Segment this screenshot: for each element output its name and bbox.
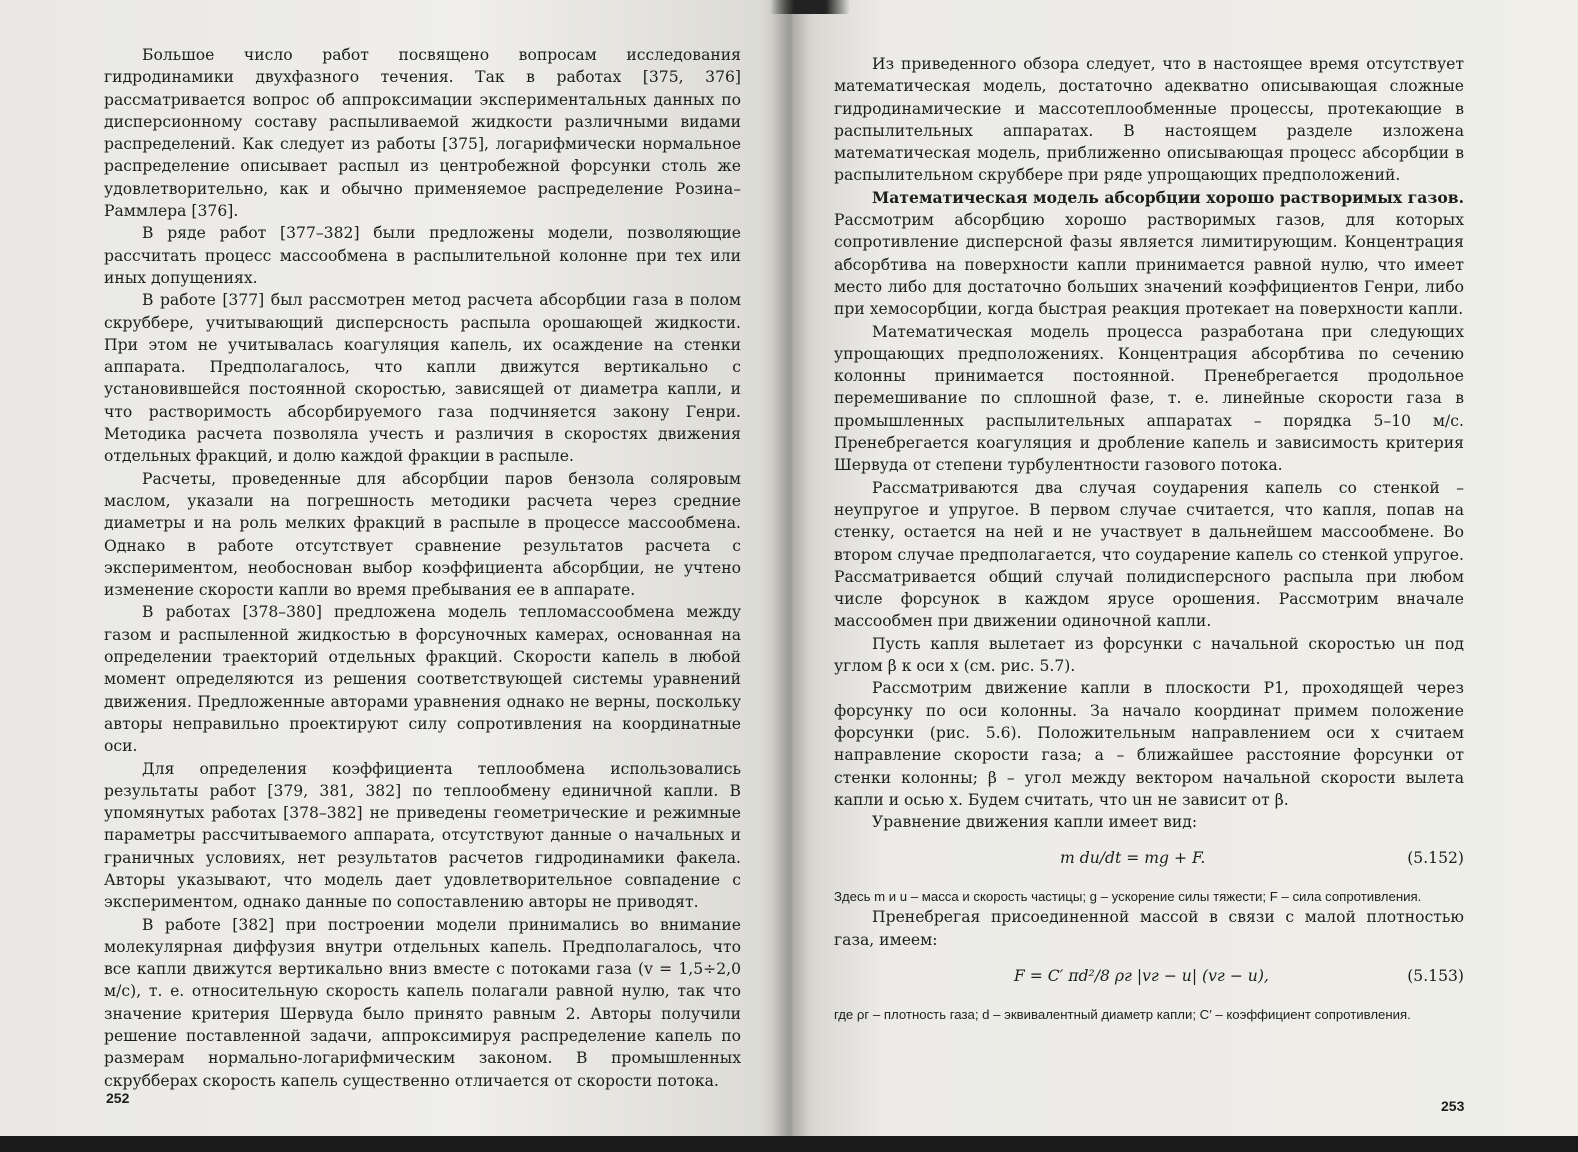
right-page [790,0,1578,1136]
paragraph: В работе [382] при построении модели принимались во внимание молекулярная диффузия внутри отдельных капель. Предполагалось, что все капли движутся вертикально вниз вместе с потоками газа (v = 1,5÷2,0 м/с), т. е. относительную скорость капель полагали равной нулю, так что значение критерия Шервуда было принято равным 2. Авторы получили решение поставленной задачи, аппроксимируя распределение капель по размерам нормально-логарифмическим законом. В промышленных скрубберах скорость капель существенно отличается от скорости потока. [104,915,741,1090]
paragraph-text: Рассмотрим абсорбцию хорошо растворимых газов, для которых сопротивление дисперсной фазы является лимитирующим. Концентрация абсорбтива на поверхности капли принимается равной нулю, что имеет место либо для достаточно больших значений коэффициентов Генри, либо при хемосорбции, когда быстрая реакция протекает на поверхности капли. [834,211,1464,319]
paragraph: Рассматриваются два случая соударения капель со стенкой – неупругое и упругое. В первом случае считается, что капля, попав на стенку, остается на ней и не участвует в дальнейшем массообмене. Во втором случае предполагается, что соударение капель со стенкой упругое. Рассматривается общий случай полидисперсного распыла при любом числе форсунок в каждом ярусе орошения. Рассмотрим вначале массообмен при движении одиночной капли. [834,478,1464,631]
equation-note: где ρг – плотность газа; d – эквивалентный диаметр капли; C′ – коэффициент сопротивления. [834,1006,1411,1022]
right-page-text [834,53,1464,1024]
left-page [0,0,790,1136]
paragraph: Из приведенного обзора следует, что в настоящее время отсутствует математическая модель, достаточно адекватно описывающая сложные гидродинамические и массотеплообменные процессы, протекающие в распылительных аппаратах. В настоящем разделе изложена математическая модель, приближенно описывающая процесс абсорбции в распылительном скруббере при ряде упрощающих предположений. [834,55,1464,185]
equation-note: Здесь m и u – масса и скорость частицы; g – ускорение силы тяжести; F – сила сопротивления. [834,889,1422,905]
equation-formula: F = C′ πd²/8 ρг |vг − u| (vг − u), [1014,966,1269,985]
equation-5-153 [834,955,1464,1001]
scan-edge-shadow [770,0,850,14]
paragraph [834,187,1464,321]
paragraph: Большое число работ посвящено вопросам исследования гидродинамики двухфазного течения. Так в работах [375, 376] рассматривается вопрос об аппроксимации экспериментальных данных по дисперсионному составу распыливаемой жидкости различными видами распределений. Как следует из работы [375], логарифмически нормальное распределение описывает распыл из центробежной форсунки столь же удовлетворительно, как и обычно применяемое распределение Розина– Раммлера [376]. [104,46,741,221]
paragraph: Уравнение движения капли имеет вид: [872,813,1198,832]
paragraph: Пренебрегая присоединенной массой в связи с малой плотностью газа, имеем: [834,908,1464,949]
page-number-right: 253 [1441,1098,1465,1114]
equation-number: (5.152) [1407,849,1464,868]
paragraph: Расчеты, проведенные для абсорбции паров бензола соляровым маслом, указали на погрешность методики расчета через средние диаметры и на роль мелких фракций в распыле в процессе массообмена. Однако в работе отсутствует сравнение результатов расчета с экспериментом, необоснован выбор коэффициента абсорбции, не учтено изменение скорости капли во время пребывания ее в аппарате. [104,469,741,600]
section-heading: Математическая модель абсорбции хорошо растворимых газов. [872,187,1464,207]
equation-formula: m du/dt = mg + F. [1060,849,1206,868]
paragraph: Для определения коэффициента теплообмена использовались результаты работ [379, 381, 382] по теплообмену единичной капли. В упомянутых работах [378–382] не приведены геометрические и режимные параметры рассчитываемого аппарата, отсутствуют данные о начальных и граничных условиях, нет результатов расчетов гидродинамики факела. Авторы указывают, что модель дает удовлетворительное совпадение с экспериментом, однако данные по сопоставлению авторы не приводят. [104,759,741,912]
paragraph: Пусть капля вылетает из форсунки с начальной скоростью uн под углом β к оси x (см. рис. 5.7). [834,634,1464,676]
gutter-shadow [772,0,808,1136]
paragraph: В ряде работ [377–382] были предложены модели, позволяющие рассчитать процесс массообмена в распылительной колонне при тех или иных допущениях. [104,224,741,287]
left-page-text [104,44,741,1092]
paragraph: Рассмотрим движение капли в плоскости P1, проходящей через форсунку по оси колонны. За начало координат примем положение форсунки (рис. 5.6). Положительным направлением оси x считаем направление скорости газа; a – ближайшее расстояние форсунки от стенки колонны; β – угол между вектором начальной скорости вылета капли и осью x. Будем считать, что uн не зависит от β. [834,679,1464,809]
paragraph: В работах [378–380] предложена модель тепломассообмена между газом и распыленной жидкостью в форсуночных камерах, основанная на определении траекторий отдельных фракций. Скорости капель в любой момент определяются из решения соответствующей системы уравнений движения. Предложенные авторами уравнения однако не верны, поскольку авторы неправильно проектируют силу сопротивления на координатные оси. [104,603,741,756]
equation-number: (5.153) [1407,966,1464,985]
paragraph: Математическая модель процесса разработана при следующих упрощающих предположениях. Концентрация абсорбтива по сечению колонны принимается постоянной. Пренебрегается продольное перемешивание по сплошной фазе, т. е. линейные скорости газа в промышленных распылительных аппаратах – порядка 5–10 м/с. Пренебрегается коагуляция и дробление капель и зависимость критерия Шервуда от степени турбулентности газового потока. [834,322,1464,475]
paragraph: В работе [377] был рассмотрен метод расчета абсорбции газа в полом скруббере, учитывающий дисперсность распыла орошающей жидкости. При этом не учитывалась коагуляция капель, их осаждение на стенки аппарата. Предполагалось, что капли движутся вертикально с установившейся постоянной скоростью, зависящей от диаметра капли, и что растворимость абсорбируемого газа подчиняется закону Генри. Методика расчета позволяла учесть и различия в скоростях движения отдельных фракций, и долю каждой фракции в распыле. [104,291,741,466]
equation-5-152 [834,837,1464,883]
page-number-left: 252 [106,1090,130,1106]
